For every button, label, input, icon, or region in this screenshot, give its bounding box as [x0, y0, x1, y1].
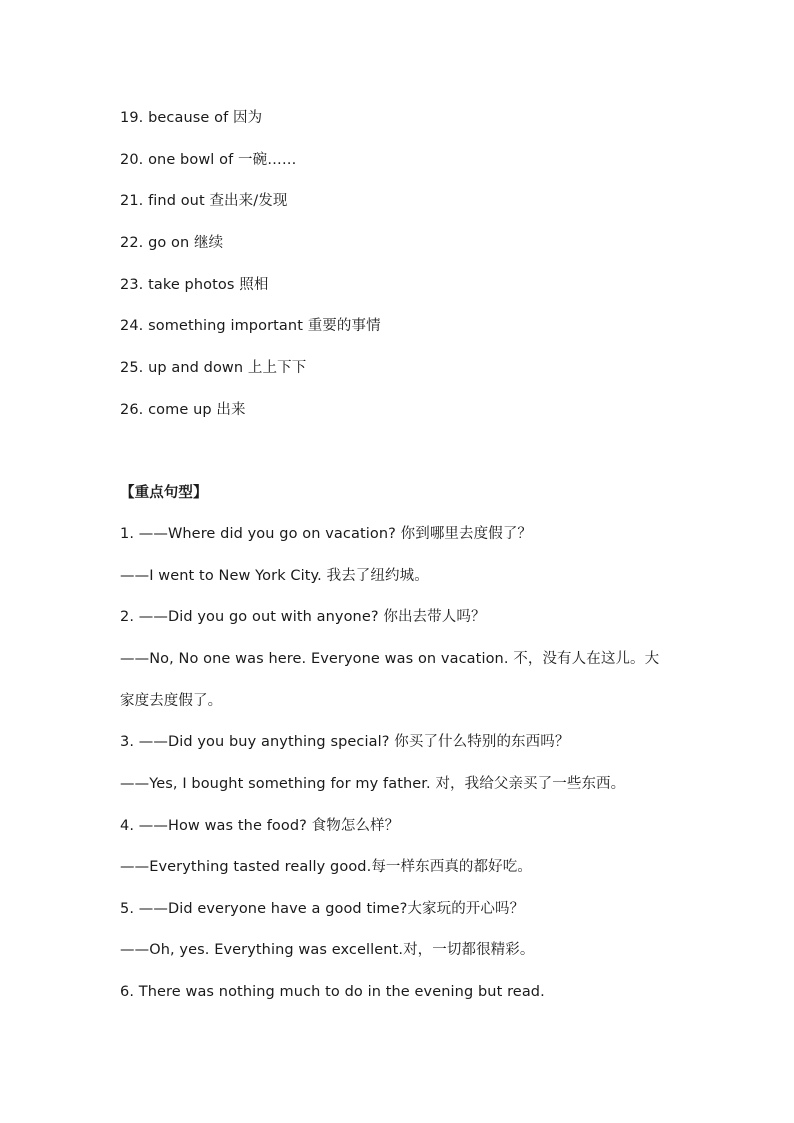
- sentence-line: 4. ——How was the food? 食物怎么样？: [120, 818, 400, 834]
- sentence-line: ——Everything tasted really good.每一样东西真的都好吃。: [120, 859, 532, 875]
- sentence-line: 2. ——Did you go out with anyone? 你出去带人吗？: [120, 609, 486, 625]
- sentence-line: 1. ——Where did you go on vacation? 你到哪里去度假了？: [120, 526, 533, 542]
- phrase-item: 21. find out 查出来/发现: [120, 193, 288, 209]
- sentence-line: 3. ——Did you buy anything special? 你买了什么特别的东西吗？: [120, 734, 570, 750]
- sentence-line: 家度去度假了。: [120, 693, 223, 709]
- section-heading: 【重点句型】: [120, 485, 208, 501]
- sentence-line: ——No, No one was here. Everyone was on vacation. 不，没有人在这儿。大: [120, 651, 660, 667]
- phrase-item: 22. go on 继续: [120, 235, 224, 251]
- phrase-item: 23. take photos 照相: [120, 277, 269, 293]
- sentence-line: ——Yes, I bought something for my father. 对，我给父亲买了一些东西。: [120, 776, 626, 792]
- phrase-item: 26. come up 出来: [120, 402, 246, 418]
- sentence-line: ——Oh, yes. Everything was excellent.对，一切都很精彩。: [120, 942, 535, 958]
- phrase-item: 19. because of 因为: [120, 110, 263, 126]
- phrase-item: 20. one bowl of 一碗……: [120, 152, 297, 168]
- sentence-line: 5. ——Did everyone have a good time?大家玩的开心吗？: [120, 901, 525, 917]
- sentence-line: 6. There was nothing much to do in the evening but read.: [120, 984, 545, 1000]
- sentence-line: ——I went to New York City. 我去了纽约城。: [120, 568, 429, 584]
- phrase-item: 24. something important 重要的事情: [120, 318, 381, 334]
- phrase-item: 25. up and down 上上下下: [120, 360, 307, 376]
